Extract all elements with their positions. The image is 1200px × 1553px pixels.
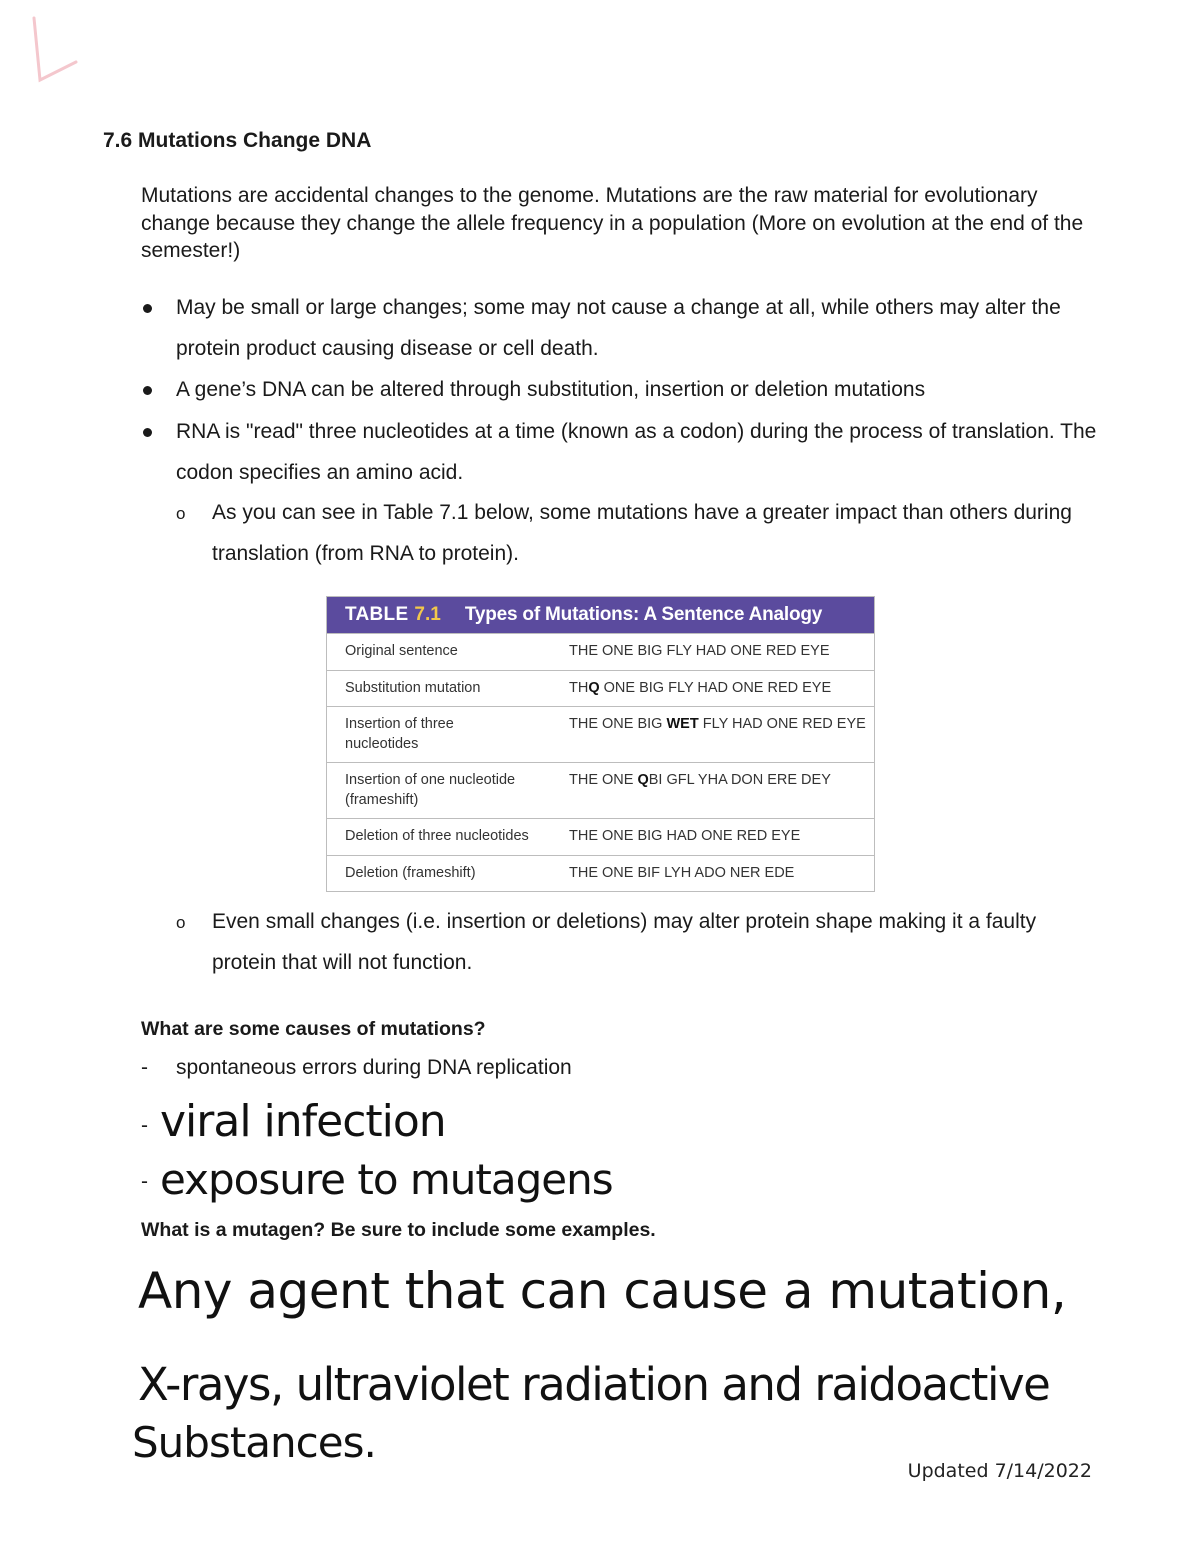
bullet-item: May be small or large changes; some may not cause a change at all, while others may alter the protein product causing disease or cell death. [176,296,1061,360]
bullet-item: RNA is "read" three nucleotides at a time (known as a codon) during the process of translation. The codon specifies an amino acid. [176,420,1097,484]
mutation-sentence: THE ONE BIG WET FLY HAD ONE RED EYE [569,716,866,732]
mutation-sentence: THE ONE QBI GFL YHA DON ERE DEY [569,772,831,788]
table-row [327,633,874,670]
table-label: TABLE [345,604,409,625]
section-heading: 7.6 Mutations Change DNA [103,129,372,152]
mutation-type: Original sentence [345,643,458,659]
list-dash: - [141,1170,148,1193]
sub-bullet-marker: o [176,913,186,932]
bullet-marker [143,428,152,437]
table-row [327,762,874,818]
cause-item: spontaneous errors during DNA replication [176,1056,572,1079]
table-row [327,855,874,892]
mutation-sentence: THE ONE BIG HAD ONE RED EYE [569,828,801,844]
mutation-table [326,596,875,892]
table-title: Types of Mutations: A Sentence Analogy [464,604,823,625]
mutation-sentence: THE ONE BIF LYH ADO NER EDE [569,864,795,881]
table-row [327,670,874,707]
bullet-marker [143,386,152,395]
sub-bullet-marker: o [176,504,186,523]
corner-pen-mark [20,10,90,100]
mutation-type: Substitution mutation [345,679,481,696]
handwritten-answer-line: Any agent that can cause a mutation, [138,1262,1067,1320]
table-row [327,706,874,762]
sub-bullet-item: As you can see in Table 7.1 below, some mutations have a greater impact than others during translation (from RNA to protein). [212,501,1072,565]
list-dash: - [141,1114,148,1137]
bullet-marker [143,304,152,313]
handwritten-answer-line: X-rays, ultraviolet radiation and raidoactive [138,1358,1050,1411]
sub-bullet-item: Even small changes (i.e. insertion or deletions) may alter protein shape making it a faulty protein that will not function. [212,910,1037,974]
question-mutagen: What is a mutagen? Be sure to include some examples. [141,1219,656,1241]
handwritten-cause: exposure to mutagens [160,1155,613,1204]
mutation-sentence: THE ONE BIG FLY HAD ONE RED EYE [569,643,830,659]
list-dash: - [141,1056,148,1079]
updated-date: Updated 7/14/2022 [907,1460,1092,1482]
intro-paragraph: Mutations are accidental changes to the genome. Mutations are the raw material for evolutionary change because they change the allele frequency in a population (More on evolution at the end of the semester!) [141,184,1084,262]
table-row [327,818,874,855]
table-number: 7.1 [414,604,441,625]
mutation-type: Insertion of one nucleotide (frameshift) [345,772,516,808]
question-causes: What are some causes of mutations? [141,1018,486,1040]
handwritten-cause: viral infection [160,1096,446,1147]
mutation-sentence: THQ ONE BIG FLY HAD ONE RED EYE [569,679,832,696]
mutation-type: Deletion (frameshift) [345,864,476,881]
mutation-type: Insertion of three nucleotides [345,716,454,752]
table-header [327,597,874,633]
handwritten-answer-line: Substances. [132,1418,376,1467]
mutation-type: Deletion of three nucleotides [345,828,529,844]
bullet-item: A gene’s DNA can be altered through substitution, insertion or deletion mutations [176,378,926,401]
